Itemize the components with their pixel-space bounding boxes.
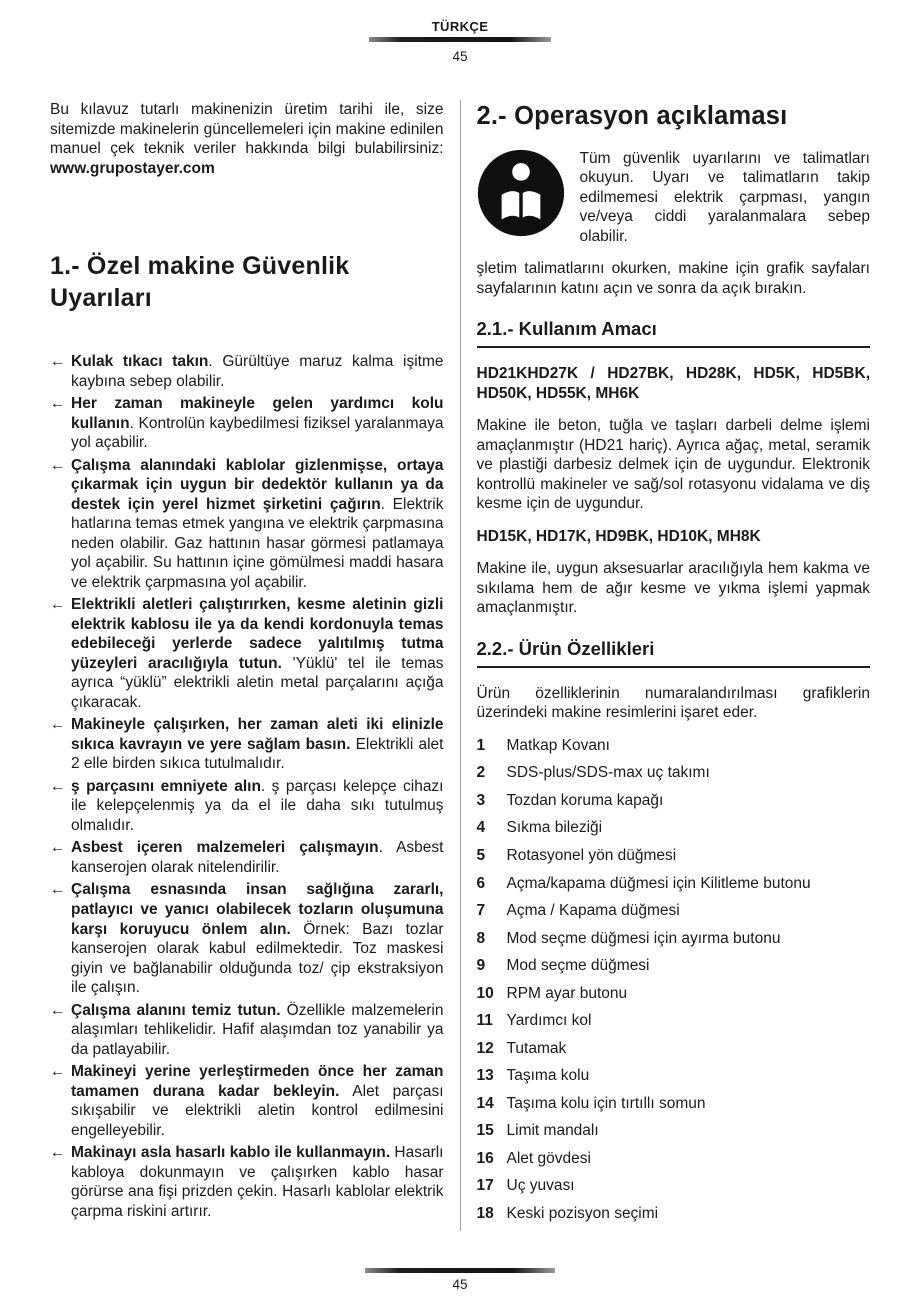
feature-number: 2 — [476, 764, 486, 782]
bullet-arrow-icon: ← — [50, 1063, 66, 1081]
feature-number: 6 — [476, 874, 486, 892]
feature-number: 8 — [476, 929, 486, 947]
warning-item — [50, 595, 444, 712]
page-number-top: 45 — [452, 49, 468, 64]
bullet-arrow-icon: ← — [50, 777, 66, 795]
warning-item — [50, 1143, 444, 1221]
warning-item — [50, 777, 444, 836]
feature-item — [477, 1149, 871, 1169]
model-list-a: HD21KHD27K / HD27BK, HD28K, HD5K, HD5BK, HD50K, HD55K, MH6K — [476, 365, 870, 402]
feature-label: RPM ayar butonu — [506, 984, 628, 1002]
warning-bold-text: Çalışma alanındaki kablolar gizlenmişse, ortaya çıkarmak için uygun bir dedektör kullanın ya da destek için yerel hizmet şirketini çağırın — [71, 456, 444, 513]
feature-item — [477, 984, 871, 1004]
warning-bold-text: Çalışma alanını temiz tutun. — [71, 1001, 281, 1019]
header-rule — [369, 37, 551, 42]
warning-body-text: Elektrikli alet 2 elle birden sıkıca tutulmalıdır. — [71, 735, 444, 773]
safety-warning-list — [50, 352, 444, 1221]
model-list-b: HD15K, HD17K, HD9BK, HD10K, MH8K — [476, 527, 761, 545]
feature-item — [477, 929, 871, 949]
warning-item — [50, 394, 444, 453]
bullet-arrow-icon: ← — [50, 353, 66, 371]
warning-item — [50, 715, 444, 774]
bullet-arrow-icon: ← — [50, 839, 66, 857]
bullet-arrow-icon: ← — [50, 881, 66, 899]
feature-number: 1 — [476, 736, 486, 754]
intended-use-paragraph-b: Makine ile, uygun aksesuarlar aracılığıyla hem kakma ve sıkılama hem de ağır kesme ve yıkma işlemi yapmak amaçlanmıştır. — [476, 560, 870, 617]
feature-label: Tutamak — [506, 1039, 567, 1057]
feature-label: Sıkma bileziği — [506, 819, 603, 837]
feature-number: 11 — [476, 1012, 493, 1030]
feature-item — [477, 1176, 871, 1196]
bullet-arrow-icon: ← — [50, 1001, 66, 1019]
feature-number: 14 — [476, 1094, 494, 1112]
section-1-title: 1.- Özel makine Güvenlik Uyarıları — [50, 252, 350, 313]
feature-item — [477, 1066, 871, 1086]
feature-label: Tozdan koruma kapağı — [506, 791, 664, 809]
feature-label: Yardımcı kol — [506, 1012, 592, 1030]
feature-number: 12 — [476, 1039, 494, 1057]
warning-body-text: 'Yüklü' tel ile temas ayrıca “yüklü” elektrikli aletin metal parçalarını açığa çıkaracak. — [71, 654, 444, 711]
page-number-bottom: 45 — [452, 1277, 468, 1292]
warning-item — [50, 838, 444, 877]
warning-body-text: Alet parçası sıkışabilir ve elektrikli aletin kontrol edilmesini engelleyebilir. — [71, 1082, 444, 1139]
bullet-arrow-icon: ← — [50, 1144, 66, 1162]
feature-label: Mod seçme düğmesi için ayırma butonu — [506, 929, 781, 947]
warning-bold-text: Makineyi yerine yerleştirmeden önce her zaman tamamen durana kadar bekleyin. — [71, 1063, 444, 1100]
feature-label: Açma/kapama düğmesi için Kilitleme butonu — [506, 874, 811, 892]
feature-number: 18 — [476, 1204, 494, 1222]
warning-item — [50, 456, 444, 593]
read-manual-note — [477, 149, 871, 247]
feature-item — [477, 1121, 871, 1141]
feature-number: 15 — [476, 1122, 494, 1140]
language-label: TÜRKÇE — [431, 19, 489, 34]
section-2-2-title: 2.2.- Ürün Özellikleri — [477, 638, 871, 668]
warning-bold-text: ş parçasını emniyete alın — [71, 777, 261, 795]
bullet-arrow-icon: ← — [50, 456, 66, 474]
read-manual-icon — [477, 149, 565, 237]
warning-body-text: . Gürültüye maruz kalma işitme kaybına sebep olabilir. — [71, 353, 444, 390]
feature-item — [477, 1204, 871, 1224]
warning-bold-text: Elektrikli aletleri çalıştırırken, kesme aletinin gizli elektrik kablosu ile ya da kendi kordonuyla temas edebileceği yerlerde sadece yalıtılmış tutma yüzeyleri aracılığıyla tutun. — [71, 596, 444, 672]
warning-item — [50, 1001, 444, 1060]
warning-item — [50, 352, 444, 391]
feature-item — [477, 1039, 871, 1059]
feature-number: 16 — [476, 1149, 494, 1167]
feature-number: 4 — [476, 819, 486, 837]
warning-body-text: . Elektrik hatlarına temas etmek yangına ve elektrik çarpmasına neden olabilir. Gaz hattının hasar görmesi patlamaya yol açabilir. Su hattının içine gömülmesi maddi hasara ve elektrik çarpmasına yol açabilir. — [71, 495, 444, 591]
warning-bold-text: Makinayı asla hasarlı kablo ile kullanmayın. — [71, 1144, 391, 1162]
feature-number: 10 — [476, 984, 494, 1002]
warning-body-text: . ş parçası kelepçe cihazı ile kelepçelenmiş ya da el ile daha sıkı tutulmuş olmalıdır. — [71, 777, 444, 834]
bullet-arrow-icon: ← — [50, 395, 66, 413]
right-column — [460, 100, 871, 1231]
warning-item — [50, 880, 444, 997]
feature-label: Keski pozisyon seçimi — [506, 1204, 659, 1222]
read-all-warnings-text: Tüm güvenlik uyarılarını ve talimatları okuyun. Uyarı ve talimatların takip edilmemesi elektrik çarpması, yangın ve/veya ciddi yaralanmalara sebep olabilir. — [579, 149, 870, 245]
content-columns — [0, 100, 920, 1231]
feature-label: Matkap Kovanı — [506, 736, 610, 754]
feature-item — [477, 736, 871, 756]
intro-paragraph — [50, 100, 444, 178]
feature-number: 13 — [476, 1067, 494, 1085]
feature-item — [477, 956, 871, 976]
warning-bold-text: Kulak tıkacı takın — [71, 353, 209, 371]
warning-body-text: Hasarlı kabloya dokunmayın ve çalışırken kablo hasar görürse ana fişi prizden çekin. Hasarlı kablolar elektrik çarpma riskini artırır. — [71, 1144, 444, 1220]
feature-label: Alet gövdesi — [506, 1149, 591, 1167]
feature-number: 7 — [476, 902, 486, 920]
feature-label: Taşıma kolu için tırtıllı somun — [506, 1094, 706, 1112]
feature-number: 17 — [476, 1177, 494, 1195]
feature-item — [477, 846, 871, 866]
intended-use-paragraph-a: Makine ile beton, tuğla ve taşları darbeli delme işlemi amaçlanmıştır (HD21 hariç). Ayrıca ağaç, metal, seramik ve plastiği darbesiz delmek için de uygundur. Elektronik kontrollü makineler ve sağ/sol rotasyonu vidalama ve diş kesme için de uygundur. — [476, 417, 870, 513]
feature-label: SDS-plus/SDS-max uç takımı — [506, 764, 710, 782]
feature-label: Mod seçme düğmesi — [506, 957, 650, 975]
feature-item — [477, 818, 871, 838]
feature-label: Limit mandalı — [506, 1122, 599, 1140]
feature-item — [477, 791, 871, 811]
warning-bold-text: Her zaman makineyle gelen yardımcı kolu kullanın — [71, 395, 444, 432]
warning-bold-text: Makineyle çalışırken, her zaman aleti iki elinizle sıkıca kavrayın ve yere sağlam basın. — [71, 716, 444, 753]
website-link: www.grupostayer.com — [50, 159, 215, 177]
warning-bold-text: Asbest içeren malzemeleri çalışmayın — [71, 839, 379, 857]
footer-rule — [365, 1268, 555, 1273]
page-header — [0, 0, 920, 64]
warning-bold-text: Çalışma esnasında insan sağlığına zararlı, patlayıcı ve yanıcı olabilecek tozların oluşumuna karşı koruyucu önlem alın. — [71, 881, 444, 938]
feature-label: Taşıma kolu — [506, 1067, 590, 1085]
operating-instructions-paragraph: şletim talimatlarını okurken, makine için grafik sayfaları sayfalarının katını açın ve sonra da açık bırakın. — [476, 260, 870, 297]
feature-label: Rotasyonel yön düğmesi — [506, 847, 677, 864]
feature-label: Açma / Kapama düğmesi — [506, 902, 680, 920]
features-intro-paragraph: Ürün özelliklerinin numaralandırılması grafiklerin üzerindeki makine resimlerini işaret eder. — [476, 684, 870, 722]
bullet-arrow-icon: ← — [50, 596, 66, 614]
feature-number: 3 — [476, 791, 486, 809]
warning-body-text: Örnek: Bazı tozlar kanserojen olarak kabul edilmektedir. Toz maskesi giyin ve bağlanabilir olduğunda toz/ çip ekstraksiyon ile çalışın. — [71, 920, 444, 997]
section-2-title: 2.- Operasyon açıklaması — [476, 102, 788, 130]
feature-label: Uç yuvası — [506, 1177, 575, 1195]
feature-item — [477, 1011, 871, 1031]
warning-body-text: Özellikle malzemelerin alaşımları tehlikelidir. Hafif alaşımdan toz yanabilir ya da patlayabilir. — [71, 1001, 444, 1058]
feature-item — [477, 874, 871, 894]
intro-text: Bu kılavuz tutarlı makinenizin üretim tarihi ile, size sitemizde makinelerin güncellemeleri için makine edinilen manuel çek teknik veriler hakkında bilgi bulabilirsiniz: — [50, 101, 444, 158]
bullet-arrow-icon: ← — [50, 716, 66, 734]
feature-list — [477, 736, 871, 1223]
warning-body-text: . Kontrolün kaybedilmesi fiziksel yaralanmaya yol açabilir. — [71, 414, 444, 452]
warning-item — [50, 1062, 444, 1140]
feature-number: 9 — [476, 957, 486, 975]
feature-number: 5 — [476, 847, 486, 864]
left-column — [50, 100, 460, 1231]
page-footer — [0, 1268, 920, 1292]
feature-item — [477, 763, 871, 783]
feature-item — [477, 901, 871, 921]
feature-item — [477, 1094, 871, 1114]
section-2-1-title: 2.1.- Kullanım Amacı — [477, 318, 871, 348]
warning-body-text: . Asbest kanserojen olarak nitelendirilir. — [71, 839, 444, 876]
